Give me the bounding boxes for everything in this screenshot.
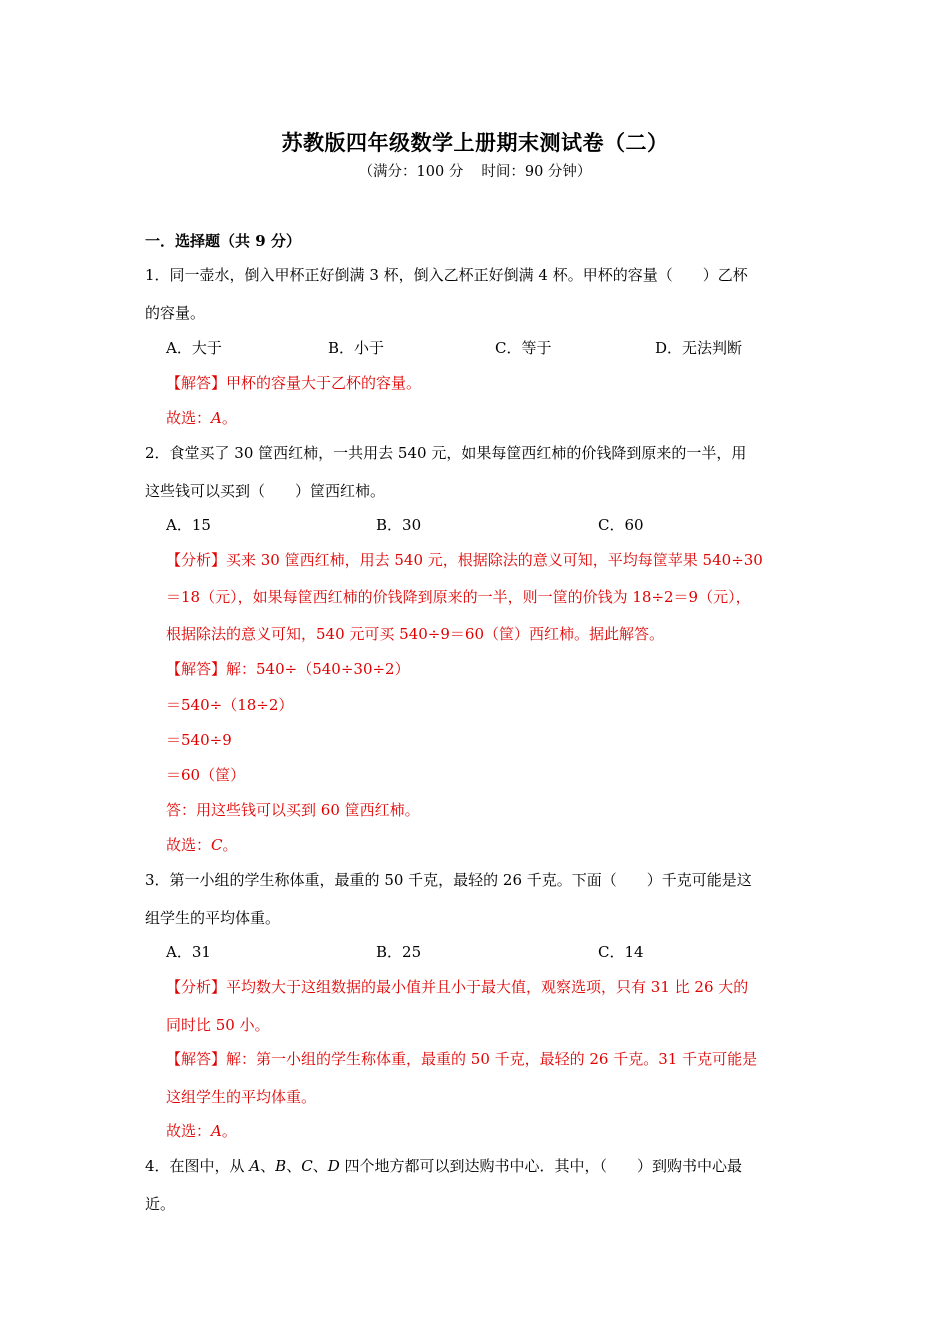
q3-stem-line1: 3．第一小组的学生称体重，最重的 50 千克，最轻的 26 千克。下面（ ）千克可能是这 bbox=[145, 871, 752, 889]
q2-solution-line3: ＝540÷9 bbox=[166, 731, 232, 749]
choice-letter: A bbox=[211, 1122, 222, 1140]
q4-stem-line2: 近。 bbox=[145, 1195, 176, 1213]
choice-prefix: 故选： bbox=[166, 409, 212, 427]
q4-letter-a: A bbox=[249, 1157, 261, 1175]
q4-letter-d: D bbox=[327, 1157, 340, 1175]
q2-analysis-line3: 根据除法的意义可知，540 元可买 540÷9＝60（筐）西红柿。据此解答。 bbox=[166, 625, 664, 643]
q3-analysis-line2: 同时比 50 小。 bbox=[166, 1016, 270, 1034]
choice-prefix: 故选： bbox=[166, 836, 212, 854]
q4-stem-rest: 四个地方都可以到达购书中心．其中，（ ）到购书中心最 bbox=[339, 1157, 743, 1175]
q1-option-a: A．大于 bbox=[166, 339, 222, 357]
page-title: 苏教版四年级数学上册期末测试卷（二） bbox=[281, 131, 669, 155]
q2-solution-line1: 【解答】解：540÷（540÷30÷2） bbox=[166, 660, 410, 678]
q3-solution-line2: 这组学生的平均体重。 bbox=[166, 1088, 317, 1106]
q3-option-b: B．25 bbox=[376, 943, 422, 961]
choice-suffix: 。 bbox=[222, 836, 238, 854]
q2-analysis-line1: 【分析】买来 30 筐西红柿，用去 540 元，根据除法的意义可知，平均每筐苹果 540÷30 bbox=[166, 551, 763, 569]
section-heading: 一．选择题（共 9 分） bbox=[145, 232, 301, 250]
choice-suffix: 。 bbox=[221, 409, 237, 427]
q3-stem-line2: 组学生的平均体重。 bbox=[145, 909, 281, 927]
time-info: 时间：90 分钟） bbox=[481, 164, 592, 180]
q4-stem-line1 bbox=[145, 1156, 742, 1176]
q1-option-c: C．等于 bbox=[495, 339, 552, 357]
q1-option-b: B．小于 bbox=[328, 339, 385, 357]
q4-sep: 、 bbox=[260, 1157, 276, 1175]
q3-choice bbox=[166, 1121, 237, 1141]
choice-letter: A bbox=[211, 409, 222, 427]
choice-letter: C bbox=[211, 836, 223, 854]
q3-option-a: A．31 bbox=[166, 943, 211, 961]
q2-analysis-line2: ＝18（元），如果每筐西红柿的价钱降到原来的一半，则一筐的价钱为 18÷2＝9（元）， bbox=[166, 588, 751, 606]
q3-solution-line1: 【解答】解：第一小组的学生称体重，最重的 50 千克，最轻的 26 千克。31 千克可能是 bbox=[166, 1050, 758, 1068]
choice-prefix: 故选： bbox=[166, 1122, 212, 1140]
q4-sep: 、 bbox=[286, 1157, 302, 1175]
q1-option-d: D．无法判断 bbox=[655, 339, 743, 357]
q4-sep: 、 bbox=[312, 1157, 328, 1175]
q2-choice bbox=[166, 835, 238, 855]
q2-option-a: A．15 bbox=[166, 516, 211, 534]
q3-option-c: C．14 bbox=[598, 943, 644, 961]
q3-analysis-line1: 【分析】平均数大于这组数据的最小值并且小于最大值，观察选项，只有 31 比 26 大的 bbox=[166, 978, 749, 996]
page-subtitle bbox=[0, 160, 950, 181]
score-info: （满分：100 分 bbox=[358, 164, 464, 180]
q2-stem-line2: 这些钱可以买到（ ）筐西红柿。 bbox=[145, 482, 386, 500]
q4-letter-c: C bbox=[301, 1157, 313, 1175]
q1-stem-line1: 1．同一壶水，倒入甲杯正好倒满 3 杯，倒入乙杯正好倒满 4 杯。甲杯的容量（ ）乙杯 bbox=[145, 266, 748, 284]
q4-letter-b: B bbox=[275, 1157, 287, 1175]
q1-stem-line2: 的容量。 bbox=[145, 304, 206, 322]
q2-option-b: B．30 bbox=[376, 516, 422, 534]
q1-answer: 【解答】甲杯的容量大于乙杯的容量。 bbox=[166, 374, 422, 392]
choice-suffix: 。 bbox=[221, 1122, 237, 1140]
q2-solution-line5: 答：用这些钱可以买到 60 筐西红柿。 bbox=[166, 801, 420, 819]
q2-solution-line4: ＝60（筐） bbox=[166, 766, 246, 784]
q2-solution-line2: ＝540÷（18÷2） bbox=[166, 696, 294, 714]
q2-stem-line1: 2．食堂买了 30 筐西红柿，一共用去 540 元，如果每筐西红柿的价钱降到原来的一半，用 bbox=[145, 444, 747, 462]
q2-option-c: C．60 bbox=[598, 516, 644, 534]
q4-stem-prefix: 4．在图中，从 bbox=[145, 1157, 250, 1175]
q1-choice bbox=[166, 408, 237, 428]
